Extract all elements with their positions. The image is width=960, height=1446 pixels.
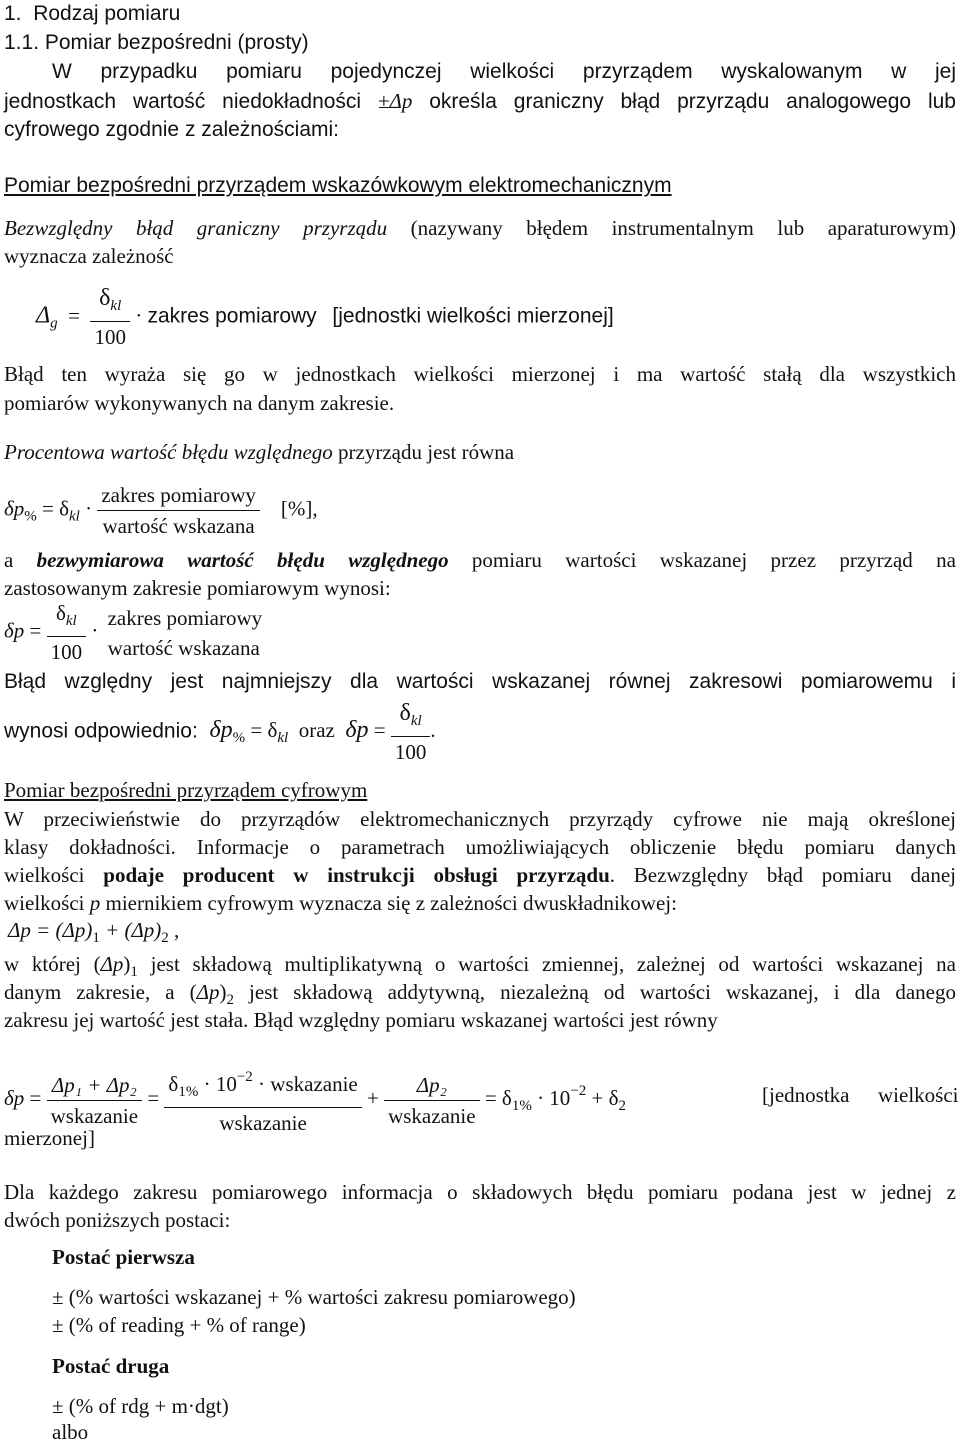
subsection-title: 1.1. Pomiar bezpośredni (prosty): [4, 31, 309, 54]
analog-para2-line2: pomiarów wykonywanych na danym zakresie.: [4, 391, 395, 415]
analog-para1-line2: wyznacza zależność: [4, 244, 174, 268]
form-2-line-2: albo: [52, 1420, 89, 1444]
intro-line-3: cyfrowego zgodnie z zależnościami:: [4, 118, 339, 141]
equation-relative-error: δp = $\frac{\delta_{kl}}{100}$ · zakres pomiarowy wartość wskazana: [4, 598, 266, 667]
digital-where-line-1: w której $(\Delta p)_1$ jest składową multiplikatywną o wartości zmiennej, zależnej od wartości wskazanej na: [4, 952, 956, 980]
section-title: 1. Rodzaj pomiaru: [4, 2, 181, 25]
analog-para4-line2: wynosi odpowiednio: $\delta p_{\%} = \delta_{kl}$ oraz δp = $\frac{\delta_{kl}}{100}$ .: [4, 700, 436, 764]
relative-error-intro: Procentowa wartość błędu względnego przyrządu jest równa: [4, 440, 515, 464]
form-2-title: Postać druga: [52, 1354, 170, 1378]
analog-para3-line1: a bezwymiarowa wartość błędu względnego pomiaru wartości wskazanej przez przyrząd na: [4, 548, 956, 572]
digital-line-4: wielkości p miernikiem cyfrowym wyznacza się z zależności dwuskładnikowej:: [4, 891, 677, 915]
equation-percent-error: $\delta p_{\%} = \delta_{kl}$ · $\frac{\text{zakres pomiarowy}}{\text{wartość wskazana}}$ [%],: [4, 480, 318, 541]
digital-where-line-3: zakresu jej wartość jest stała. Błąd względny pomiaru wskazanej wartości jest równy: [4, 1008, 718, 1032]
form-1-line-2: ± (% of reading + % of range): [52, 1313, 306, 1337]
form-1-title: Postać pierwsza: [52, 1245, 195, 1269]
analog-para2-line1: Błąd ten wyraża się go w jednostkach wielkości mierzonej i ma wartość stałą dla wszystkich: [4, 362, 956, 386]
analog-para1-line1: Bezwzględny błąd graniczny przyrządu (nazywany błędem instrumentalnym lub aparaturowym): [4, 216, 956, 240]
digital-line-1: W przeciwieństwie do przyrządów elektromechanicznych przyrządy cyfrowe nie mają określonej: [4, 807, 956, 831]
unit-line-1b: wielkości: [878, 1083, 959, 1107]
form-1-line-1: ± (% wartości wskazanej + % wartości zakresu pomiarowego): [52, 1285, 576, 1309]
forms-intro-line-2: dwóch poniższych postaci:: [4, 1208, 231, 1232]
equation-absolute-digital: $\Delta p = (\Delta p)_1 + (\Delta p)_2$ ,: [8, 918, 180, 946]
unit-line-1: [jednostka: [762, 1083, 850, 1107]
intro-line-1: W przypadku pomiaru pojedynczej wielkości przyrządem wyskalowanym w jej: [52, 60, 956, 83]
analog-heading: Pomiar bezpośredni przyrządem wskazówkowym elektromechanicznym: [4, 174, 672, 197]
digital-line-3: wielkości podaje producent w instrukcji obsługi przyrządu. Bezwzględny błąd pomiaru danej: [4, 863, 957, 887]
digital-heading: Pomiar bezpośredni przyrządem cyfrowym: [4, 778, 368, 802]
analog-para4-line1: Błąd względny jest najmniejszy dla wartości wskazanej równej zakresowi pomiarowemu i: [4, 670, 956, 693]
equation-relative-digital: δp = $\frac{\text{Δp₁ + Δp₂}}{\text{wskazanie}}$ = $\frac{\delta_{1\%} \cdot 10^{-2} \cdot wskazanie}{\text{wskazanie}}$ + $\frac{\text{Δp₂}}{\text{wskazanie}}$ = $\delta_{1\%} \cdot 10^{-2} + \delta_2$: [4, 1062, 626, 1138]
equation-absolute-error: $\Delta_g$ = $\frac{\delta_{kl}}{100}$ · zakres pomiarowy [jednostki wielkości mierzonej]: [36, 285, 614, 349]
digital-where-line-2: danym zakresie, a $(\Delta p)_2$ jest składową addytywną, niezależną od wartości wskazanej, i dla danego: [4, 980, 956, 1008]
form-2-line-1: ± (% of rdg + m·dgt): [52, 1394, 229, 1418]
intro-line-2: jednostkach wartość niedokładności ±Δp określa graniczny błąd przyrządu analogowego lub: [4, 89, 956, 113]
unit-line-2: mierzonej]: [4, 1126, 95, 1150]
analog-para3-line2: zastosowanym zakresie pomiarowym wynosi:: [4, 576, 391, 600]
forms-intro-line-1: Dla każdego zakresu pomiarowego informacja o składowych błędu pomiaru podana jest w jednej z: [4, 1180, 956, 1204]
digital-line-2: klasy dokładności. Informacje o parametrach umożliwiających obliczenie błędu pomiaru danych: [4, 835, 956, 859]
